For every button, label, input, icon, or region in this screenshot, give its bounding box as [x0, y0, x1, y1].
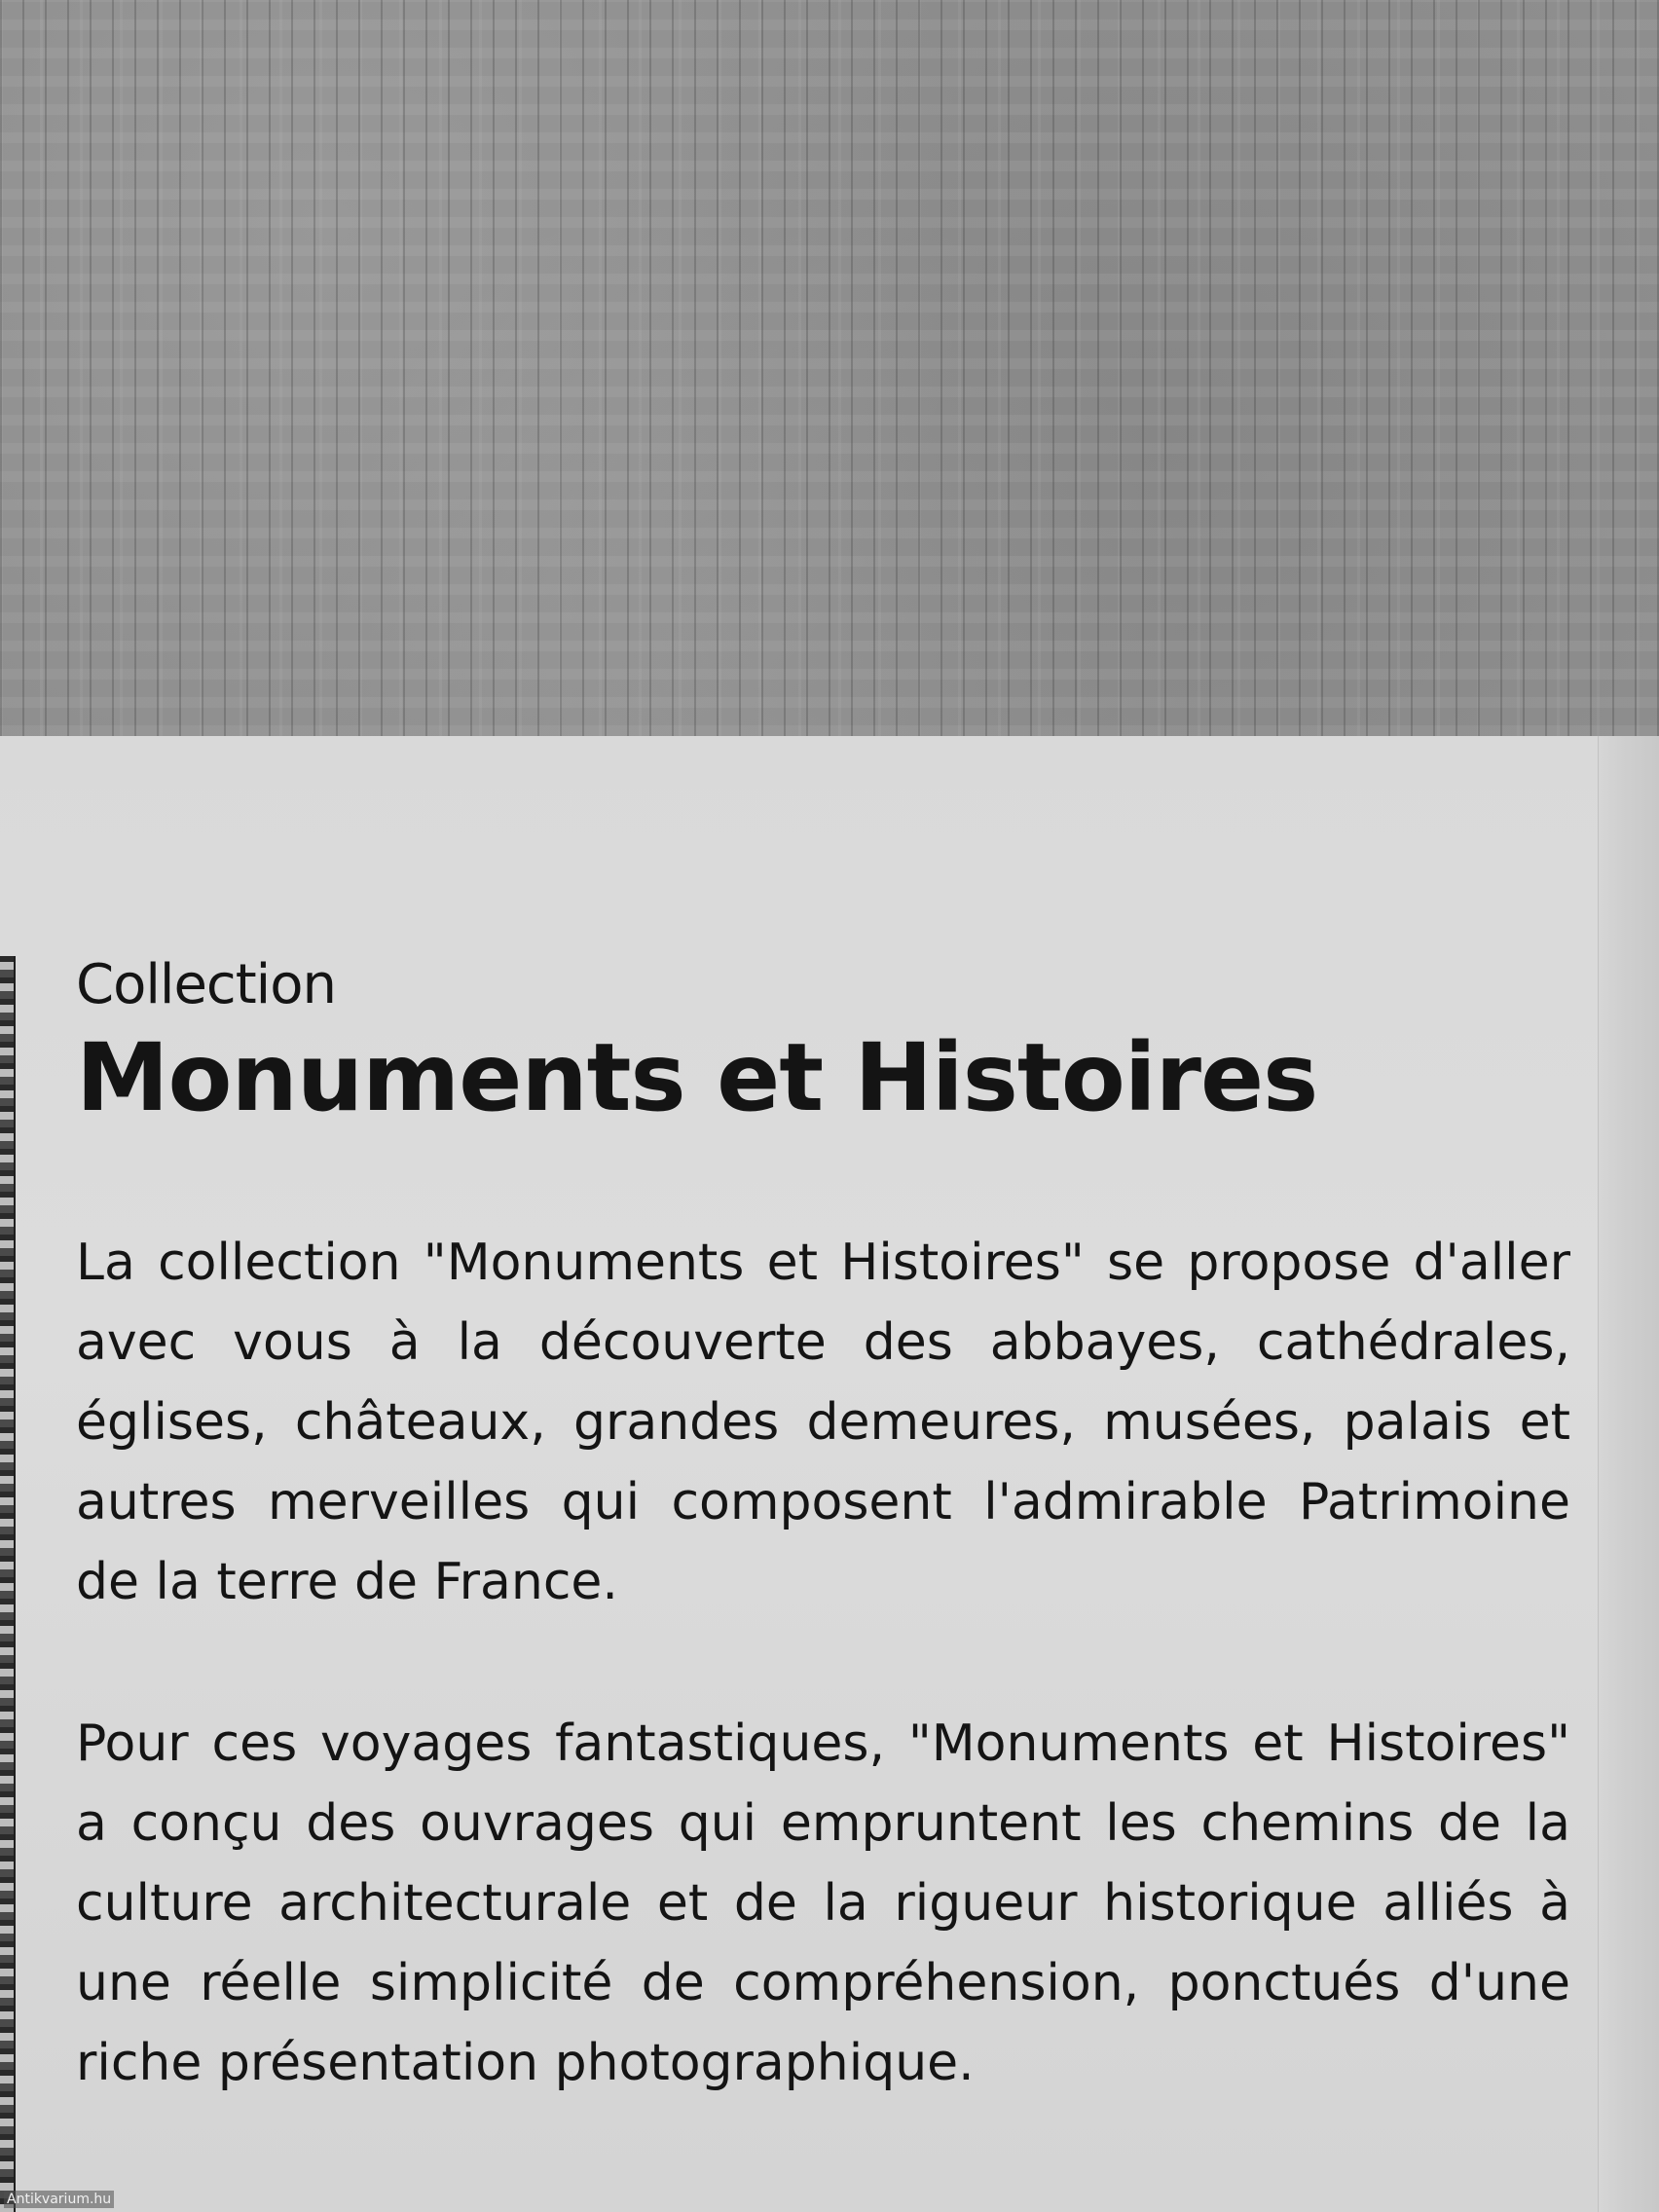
collection-title: Monuments et Histoires — [76, 1023, 1318, 1132]
intro-paragraph: La collection "Monuments et Histoires" se propose d'aller avec vous à la découverte des abbayes, cathédrales, églises, châteaux, grandes demeures, musées, palais et autres merveilles qui composent l'admirable Patrimoine de la terre de France. — [76, 1234, 1570, 1611]
watermark: Antikvarium.hu — [4, 2191, 114, 2208]
photo-edge-strip — [0, 956, 16, 2212]
page-edge — [1598, 736, 1659, 2212]
collection-label: Collection — [76, 953, 336, 1016]
second-paragraph: Pour ces voyages fantastiques, "Monuments et Histoires" a conçu des ouvrages qui empruntent les chemins de la culture architecturale et de la rigueur historique alliés à une réelle simplicité de compréhension, ponctués d'une riche présentation photographique. — [76, 1714, 1570, 2092]
collection-text-block — [76, 954, 1575, 2103]
cover-texture — [0, 0, 1659, 736]
